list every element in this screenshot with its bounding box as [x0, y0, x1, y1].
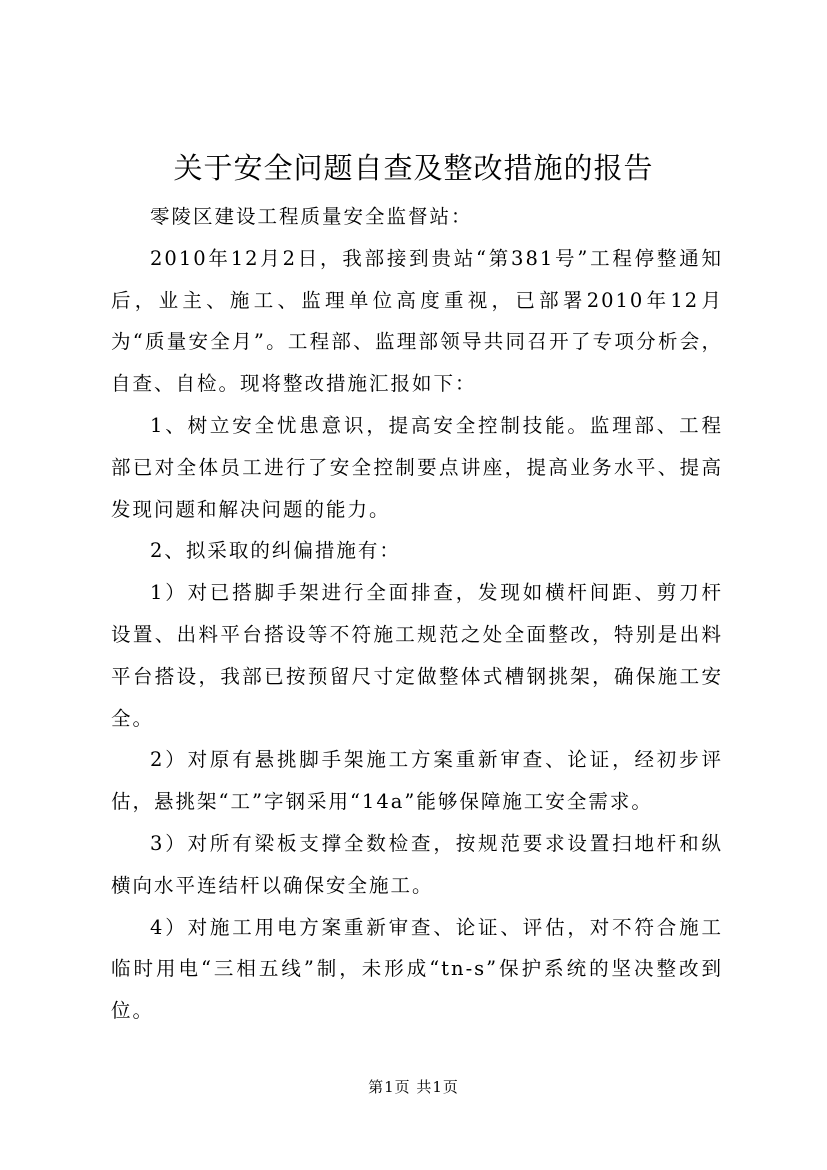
addressee-line: 零陵区建设工程质量安全监督站： [150, 205, 473, 228]
sub-measure-3-paragraph: 3）对所有梁板支撑全数检查，按规范要求设置扫地杆和纵横向水平连结杆以确保安全施工。 [111, 831, 723, 897]
sub-measure-4-paragraph: 4）对施工用电方案重新审查、论证、评估，对不符合施工临时用电“三相五线”制，未形成“tn-s”保护系统的坚决整改到位。 [111, 915, 723, 1023]
page-footer: 第1页 共1页 [368, 1078, 459, 1096]
measure-1-paragraph: 1、树立安全忧患意识，提高安全控制技能。监理部、工程部已对全体员工进行了安全控制要点讲座，提高业务水平、提高发现问题和解决问题的能力。 [111, 413, 723, 521]
sub-measure-2-paragraph: 2）对原有悬挑脚手架施工方案重新审查、论证，经初步评估，悬挑架“工”字钢采用“14a”能够保障施工安全需求。 [111, 748, 723, 814]
document-title: 关于安全问题自查及整改措施的报告 [173, 151, 654, 185]
document-body [111, 196, 723, 1032]
sub-measure-1-paragraph: 1）对已搭脚手架进行全面排查，发现如横杆间距、剪刀杆设置、出料平台搭设等不符施工规范之处全面整改，特别是出料平台搭设，我部已按预留尺寸定做整体式槽钢挑架，确保施工安全。 [111, 581, 723, 730]
intro-paragraph: 2010年12月2日，我部接到贵站“第381号”工程停整通知后，业主、施工、监理单位高度重视，已部署2010年12月为“质量安全月”。工程部、监理部领导共同召开了专项分析会，自查、自检。现将整改措施汇报如下： [111, 246, 723, 396]
measure-2-heading: 2、拟采取的纠偏措施有： [150, 539, 401, 563]
